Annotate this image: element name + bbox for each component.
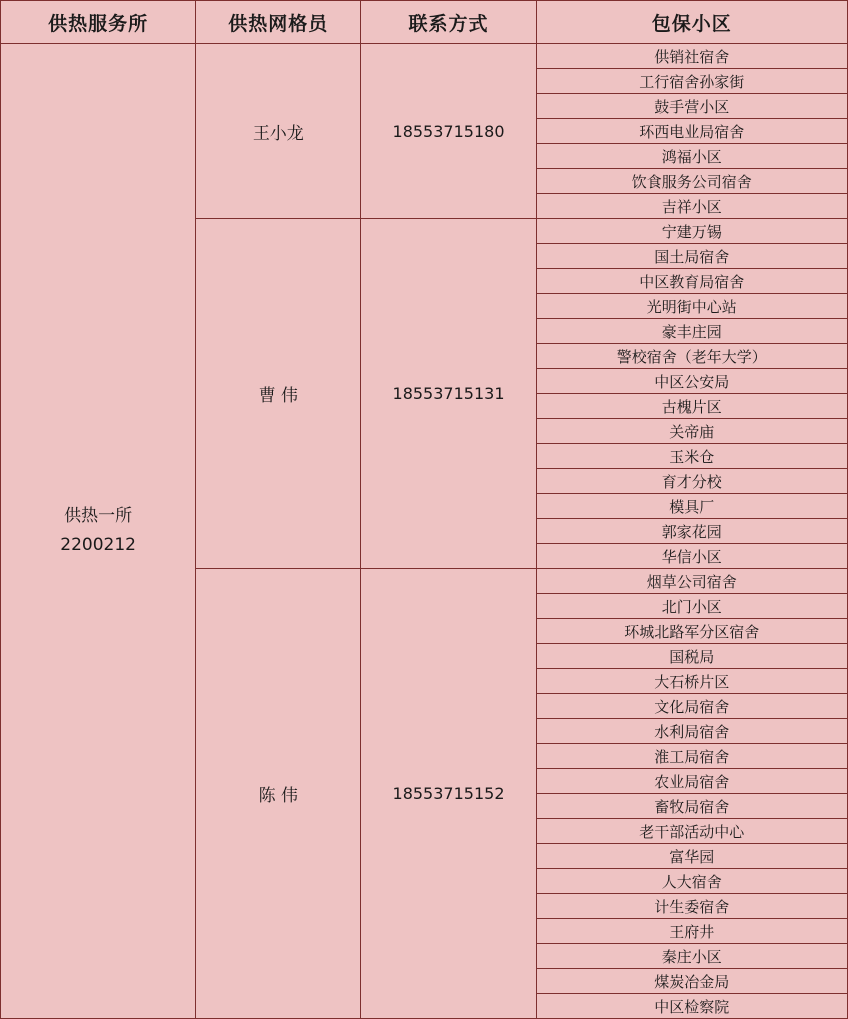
community-cell: 鸿福小区: [536, 144, 847, 169]
staff-phone-cell: 18553715152: [361, 569, 536, 1019]
community-cell: 吉祥小区: [536, 194, 847, 219]
community-cell: 老干部活动中心: [536, 819, 847, 844]
community-cell: 富华园: [536, 844, 847, 869]
community-cell: 供销社宿舍: [536, 44, 847, 69]
community-cell: 郭家花园: [536, 519, 847, 544]
community-cell: 育才分校: [536, 469, 847, 494]
column-header: 联系方式: [361, 1, 536, 44]
community-cell: 豪丰庄园: [536, 319, 847, 344]
community-cell: 中区教育局宿舍: [536, 269, 847, 294]
community-cell: 警校宿舍（老年大学）: [536, 344, 847, 369]
community-cell: 环城北路军分区宿舍: [536, 619, 847, 644]
community-cell: 宁建万锡: [536, 219, 847, 244]
office-code: 2200212: [60, 535, 136, 555]
community-cell: 中区检察院: [536, 994, 847, 1019]
community-cell: 大石桥片区: [536, 669, 847, 694]
community-cell: 文化局宿舍: [536, 694, 847, 719]
community-cell: 北门小区: [536, 594, 847, 619]
community-cell: 秦庄小区: [536, 944, 847, 969]
staff-phone-cell: 18553715180: [361, 44, 536, 219]
community-cell: 畜牧局宿舍: [536, 794, 847, 819]
community-cell: 华信小区: [536, 544, 847, 569]
community-cell: 环西电业局宿舍: [536, 119, 847, 144]
community-cell: 古槐片区: [536, 394, 847, 419]
staff-phone-cell: 18553715131: [361, 219, 536, 569]
community-cell: 国土局宿舍: [536, 244, 847, 269]
table-header-row: [1, 1, 848, 44]
column-header: 供热服务所: [1, 1, 196, 44]
office-cell: [1, 44, 196, 1019]
column-header: 包保小区: [536, 1, 847, 44]
staff-name-cell: 陈 伟: [196, 569, 361, 1019]
staff-name-cell: 曹 伟: [196, 219, 361, 569]
community-cell: 工行宿舍孙家街: [536, 69, 847, 94]
community-cell: 农业局宿舍: [536, 769, 847, 794]
community-cell: 计生委宿舍: [536, 894, 847, 919]
community-cell: 国税局: [536, 644, 847, 669]
community-cell: 烟草公司宿舍: [536, 569, 847, 594]
community-cell: 人大宿舍: [536, 869, 847, 894]
community-cell: 模具厂: [536, 494, 847, 519]
community-cell: 饮食服务公司宿舍: [536, 169, 847, 194]
community-cell: 玉米仓: [536, 444, 847, 469]
staff-name-cell: 王小龙: [196, 44, 361, 219]
community-cell: 王府井: [536, 919, 847, 944]
office-name: 供热一所: [64, 506, 133, 527]
community-cell: 关帝庙: [536, 419, 847, 444]
column-header: 供热网格员: [196, 1, 361, 44]
community-cell: 淮工局宿舍: [536, 744, 847, 769]
community-cell: 光明街中心站: [536, 294, 847, 319]
table-row: [1, 44, 848, 69]
community-cell: 鼓手营小区: [536, 94, 847, 119]
community-cell: 水利局宿舍: [536, 719, 847, 744]
community-cell: 中区公安局: [536, 369, 847, 394]
community-cell: 煤炭冶金局: [536, 969, 847, 994]
